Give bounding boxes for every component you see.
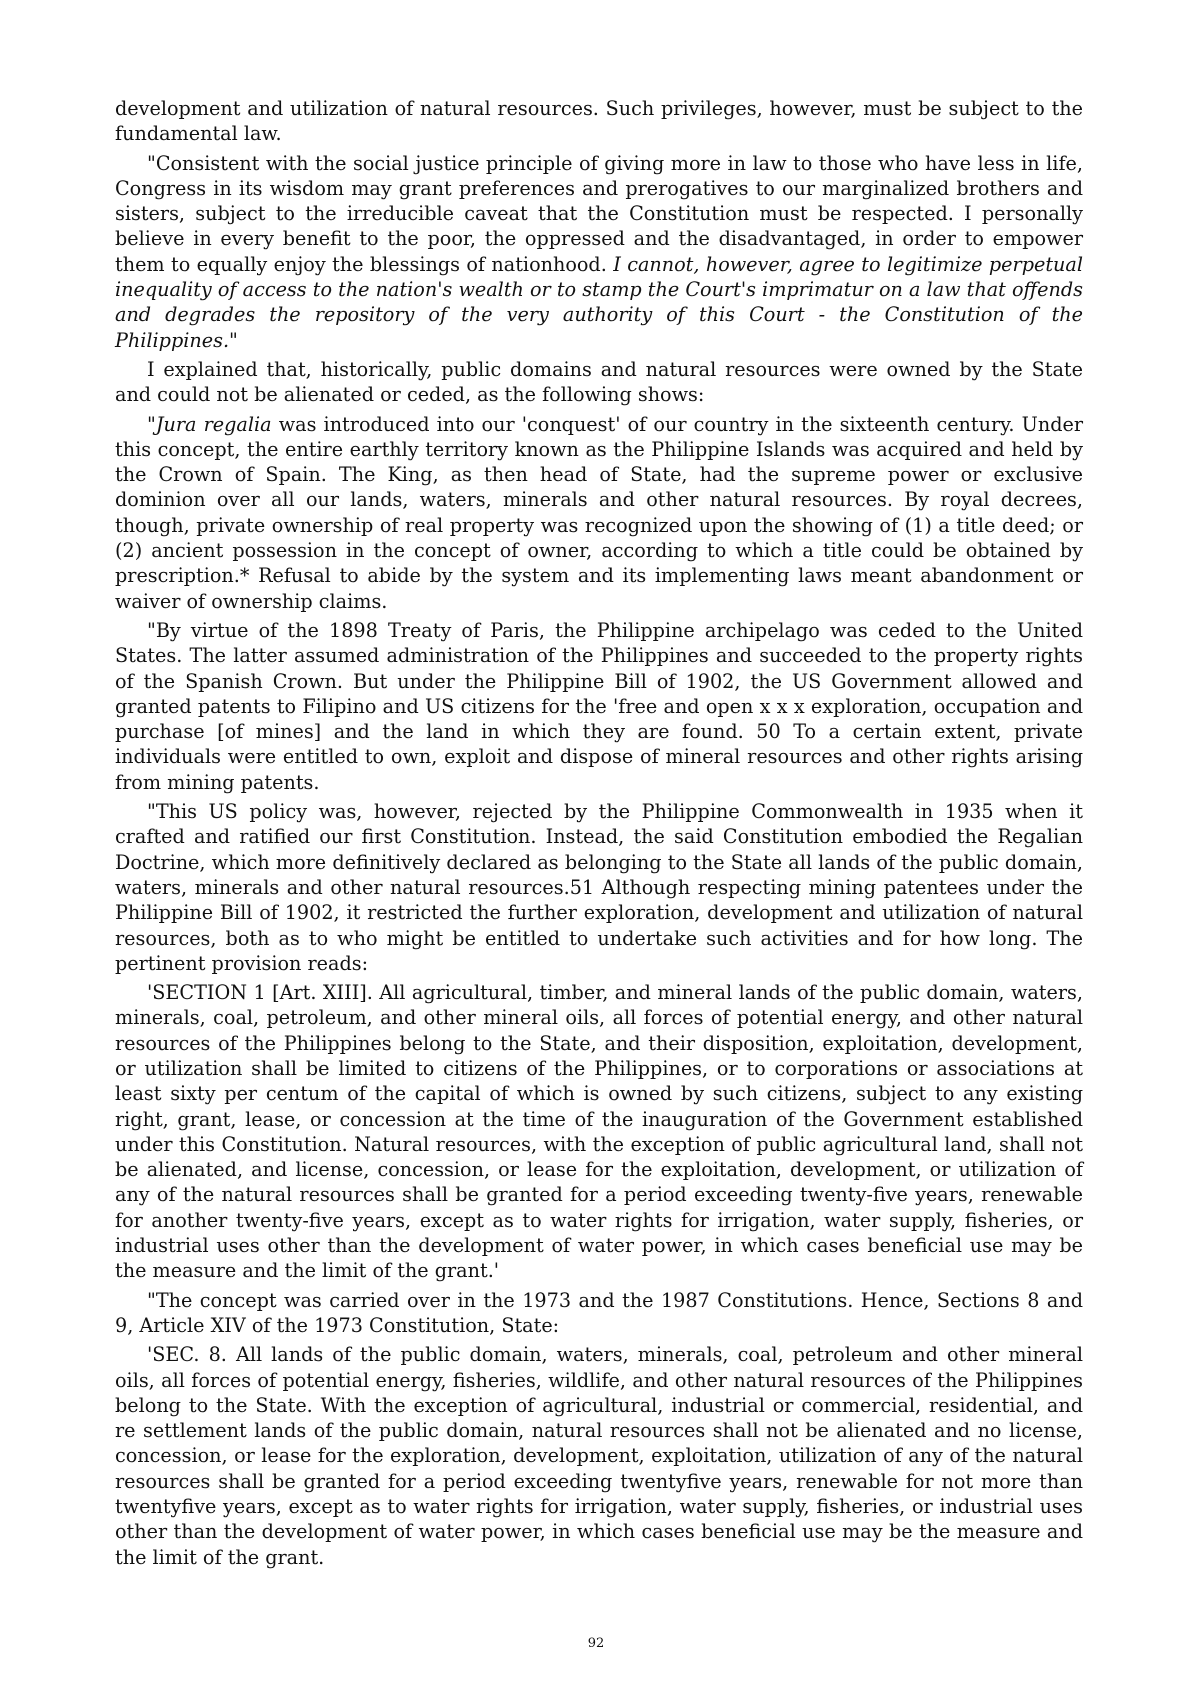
paragraph — [115, 357, 1083, 408]
text-run: 'SEC. 8. All lands of the public domain, waters, minerals, coal, petroleum and other mineral oils, all forces of potential energy, fisheries, wildlife, and other natural resources of the Philippines belong to the State. With the exception of agricultural, industrial or commercial, residential, and re settlement lands of the public domain, natural resources shall not be alienated and no license, concession, or lease for the exploration, development, exploitation, utilization of any of the natural resources shall be granted for a period exceeding twentyfive years, renewable for not more than twentyfive years, except as to water rights for irrigation, water supply, fisheries, or industrial uses other than the development of water power, in which cases beneficial use may be the measure and the limit of the grant. — [115, 1343, 1083, 1569]
italic-text-run: Jura regalia — [155, 412, 272, 436]
text-run: I explained that, historically, public domains and natural resources were owned by the State and could not be alienated or ceded, as the following shows: — [115, 357, 1083, 407]
text-run: "By virtue of the 1898 Treaty of Paris, the Philippine archipelago was ceded to the United States. The latter assumed administration of the Philippines and succeeded to the property rights of the Spanish Crown. But under the Philippine Bill of 1902, the US Government allowed and granted patents to Filipino and US citizens for the 'free and open x x x exploration, occupation and purchase [of mines] and the land in which they are found. 50 To a certain extent, private individuals were entitled to own, exploit and dispose of mineral resources and other rights arising from mining patents. — [115, 618, 1083, 794]
italic-text-run: I cannot, however, agree to legitimize perpetual inequality of access to the nation's wealth or to stamp the Court's imprimatur on a law that offends and degrades the repository of the very authority of this Court - the Constitution of the Philippines." — [115, 252, 1083, 352]
text-run: "This US policy was, however, rejected by the Philippine Commonwealth in 1935 when it crafted and ratified our first Constitution. Instead, the said Constitution embodied the Regalian Doctrine, which more definitively declared as belonging to the State all lands of the public domain, waters, minerals and other natural resources.51 Although respecting mining patentees under the Philippine Bill of 1902, it restricted the further exploration, development and utilization of natural resources, both as to who might be entitled to undertake such activities and for how long. The pertinent provision reads: — [115, 800, 1083, 975]
text-run: was introduced into our 'conquest' of our country in the sixteenth century. Under this concept, the entire earthly territory known as the Philippine Islands was acquired and held by the Crown of Spain. The King, as then head of State, had the supreme power or exclusive dominion over all our lands, waters, minerals and other natural resources. By royal decrees, though, private ownership of real property was recognized upon the showing of (1) a title deed; or (2) ancient possession in the concept of owner, according to which a title could be obtained by prescription.* Refusal to abide by the system and its implementing laws meant abandonment or waiver of ownership claims. — [115, 412, 1083, 613]
text-run: "Consistent with the social justice principle of giving more in law to those who have less in life, Congress in its wisdom may grant preferences and prerogatives to our marginalized brothers and sisters, subject to the irreducible caveat that the Constitution must be respected. I personally believe in every benefit to the poor, the oppressed and the disadvantaged, in order to empower them to equally enjoy the blessings of nationhood. — [115, 151, 1083, 276]
paragraph — [115, 412, 1083, 614]
text-run: development and utilization of natural resources. Such privileges, however, must be subject to the fundamental law. — [115, 97, 1083, 146]
paragraph — [115, 980, 1083, 1284]
paragraph — [115, 618, 1083, 795]
paragraph — [115, 96, 1083, 147]
text-run: " — [147, 412, 156, 436]
paragraph — [115, 151, 1083, 353]
document-body — [115, 96, 1083, 1570]
text-run: 'SECTION 1 [Art. XIII]. All agricultural, timber, and mineral lands of the public domain, waters, minerals, coal, petroleum, and other mineral oils, all forces of potential energy, and other natural resources of the Philippines belong to the State, and their disposition, exploitation, development, or utilization shall be limited to citizens of the Philippines, or to corporations or associations at least sixty per centum of the capital of which is owned by such citizens, subject to any existing right, grant, lease, or concession at the time of the inauguration of the Government established under this Constitution. Natural resources, with the exception of public agricultural land, shall not be alienated, and license, concession, or lease for the exploitation, development, or utilization of any of the natural resources shall be granted for a period exceeding twenty-five years, renewable for another twenty-five years, except as to water rights for irrigation, water supply, fisheries, or industrial uses other than the development of water power, in which cases beneficial use may be the measure and the limit of the grant.' — [115, 981, 1083, 1283]
paragraph — [115, 799, 1083, 976]
text-run: "The concept was carried over in the 1973 and the 1987 Constitutions. Hence, Sections 8 and 9, Article XIV of the 1973 Constitution, State: — [115, 1288, 1083, 1337]
page-number: 92 — [587, 1636, 605, 1651]
paragraph — [115, 1288, 1083, 1339]
paragraph — [115, 1342, 1083, 1570]
